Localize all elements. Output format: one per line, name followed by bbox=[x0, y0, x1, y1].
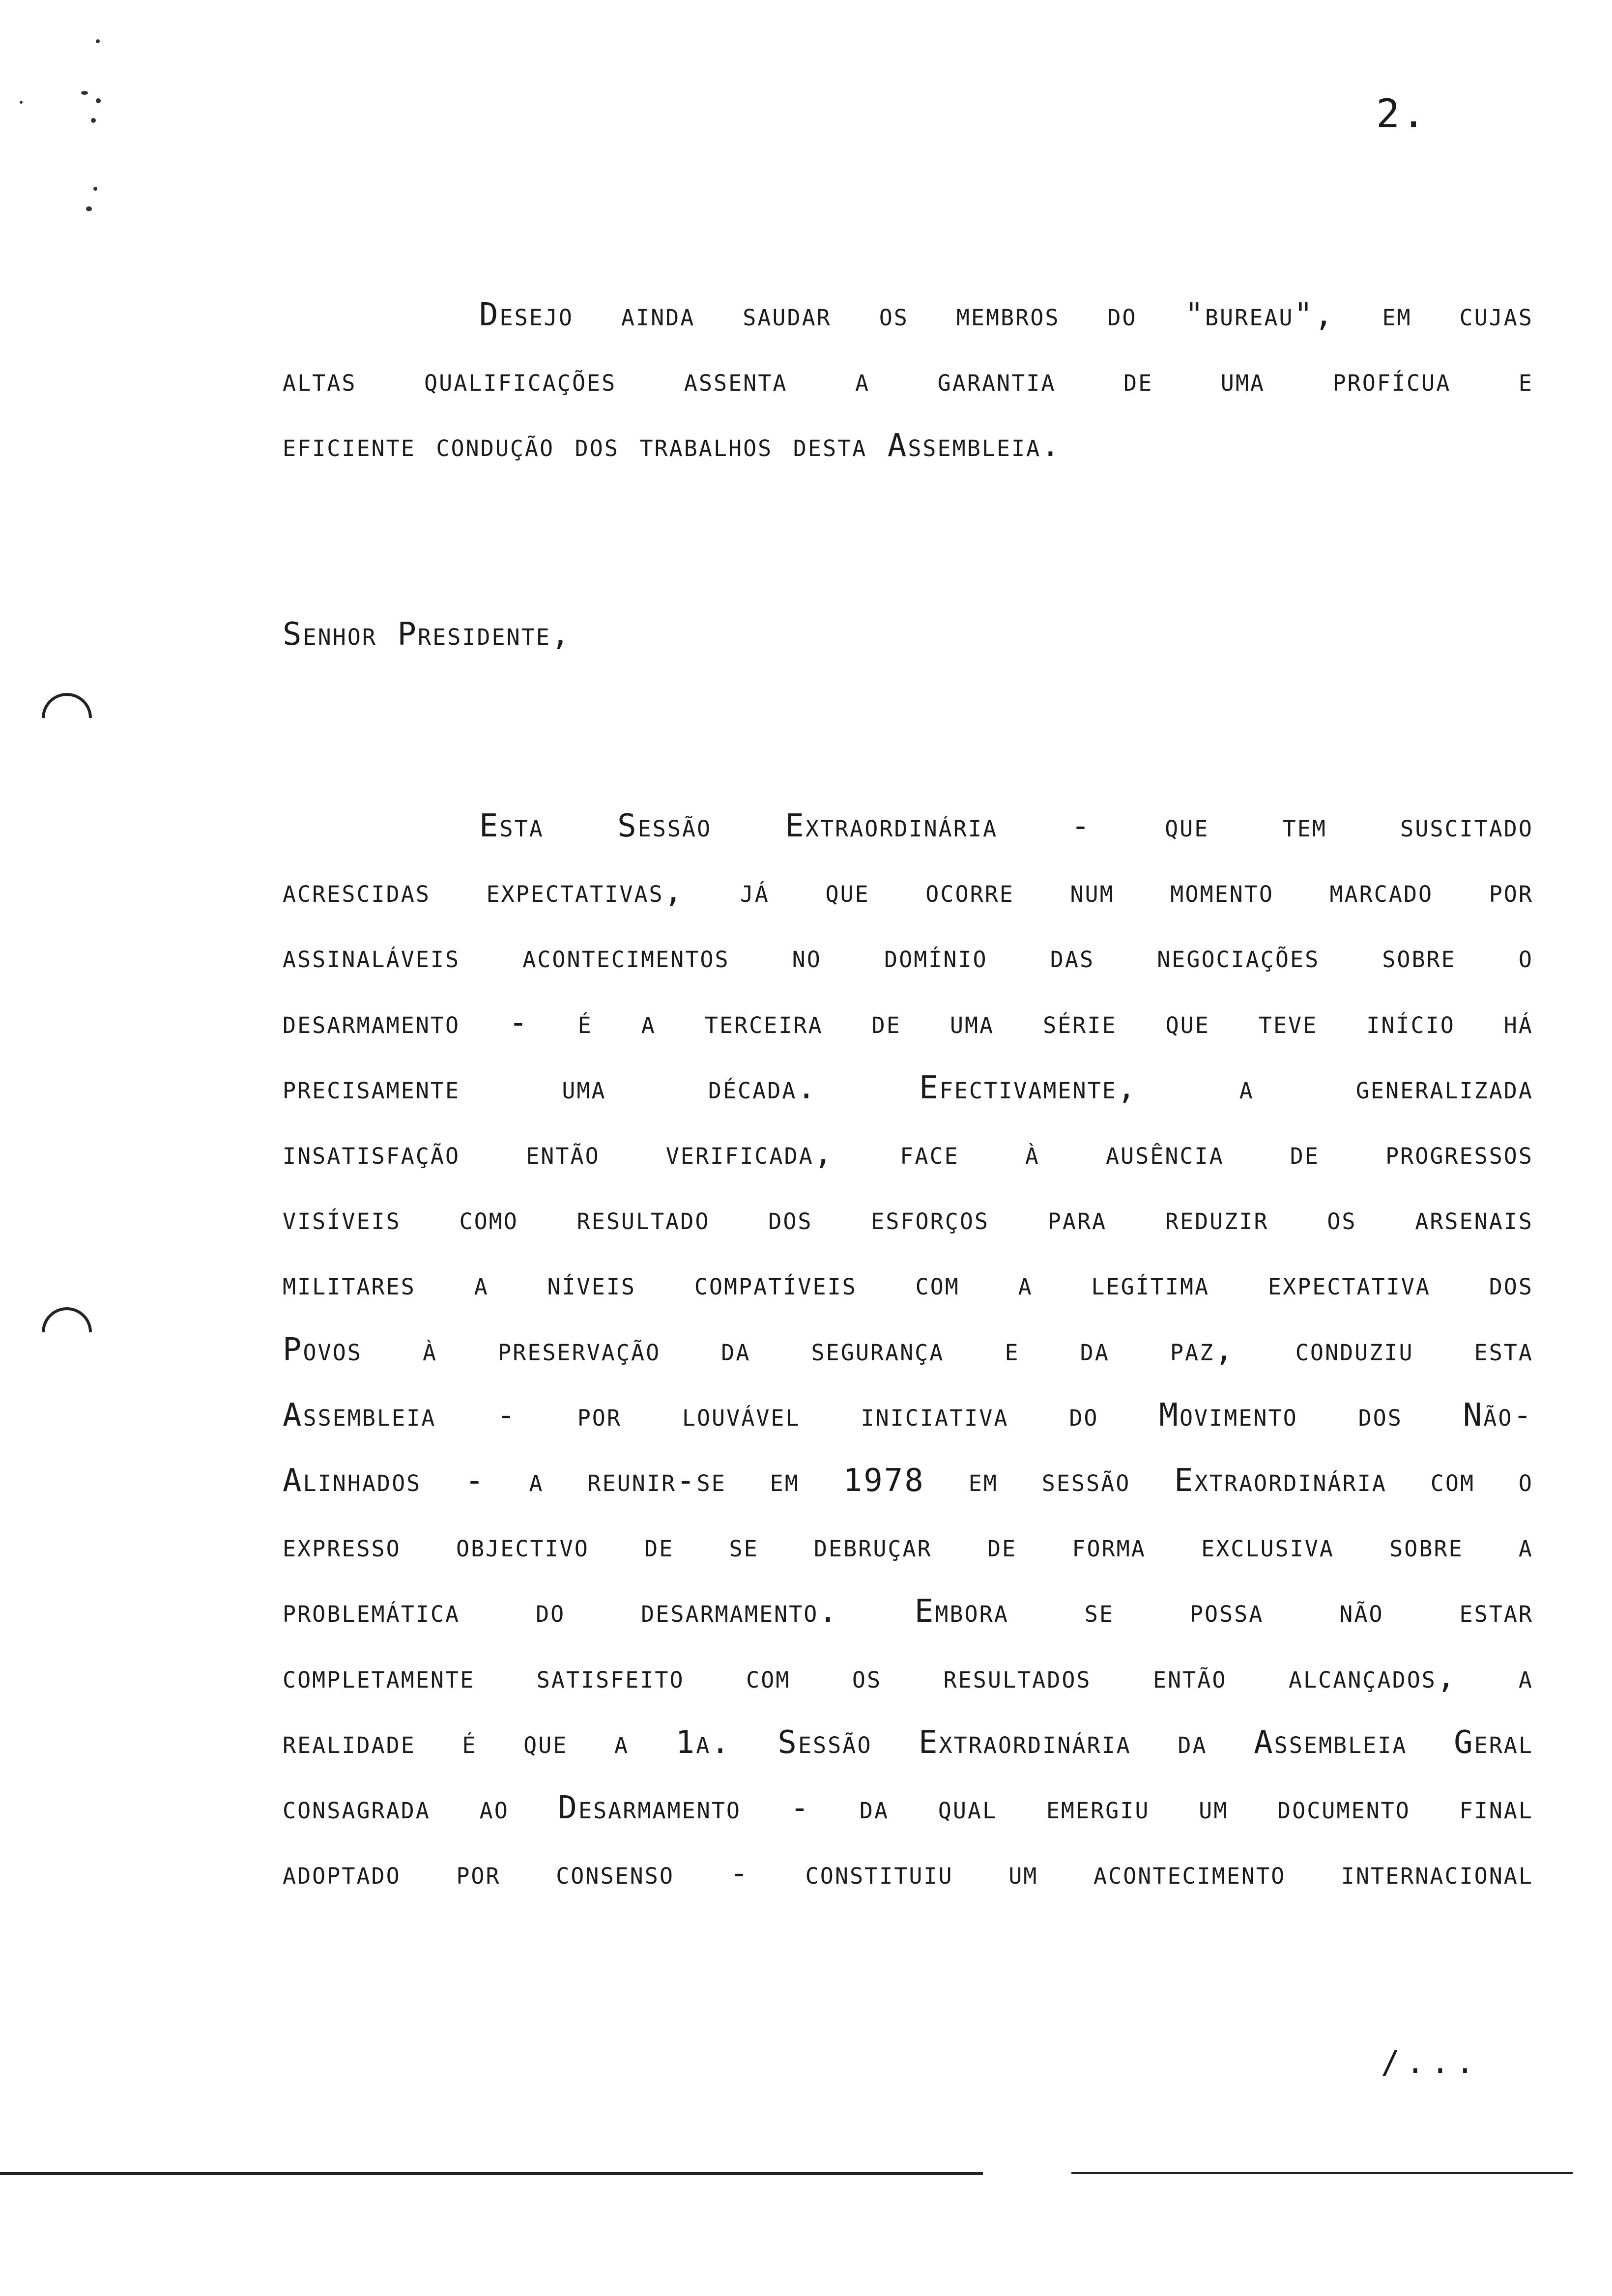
text-line: realidade é que a 1a. Sessão Extraordinária da Assembleia Geral bbox=[283, 1724, 1533, 1761]
text-line: Alinhados - a reunir-se em 1978 em sessão Extraordinária com o bbox=[283, 1463, 1533, 1499]
text-line: problemática do desarmamento. Embora se possa não estar bbox=[283, 1593, 1533, 1630]
text-line: consagrada ao Desarmamento - da qual emergiu um documento final bbox=[283, 1790, 1533, 1827]
text-line: altas qualificações assenta a garantia de uma profícua e bbox=[283, 362, 1533, 399]
paragraph-bureau-greeting bbox=[283, 283, 1533, 479]
salutation bbox=[283, 602, 1533, 667]
bottom-rule bbox=[0, 2172, 983, 2175]
text-line: assinaláveis acontecimentos no domínio das negociações sobre o bbox=[283, 939, 1533, 976]
text-line: Esta Sessão Extraordinária - que tem suscitado bbox=[479, 808, 1533, 844]
scan-speck bbox=[96, 39, 100, 43]
text-line: Assembleia - por louvável iniciativa do Movimento dos Não- bbox=[283, 1397, 1533, 1434]
punch-hole-mark bbox=[31, 683, 102, 753]
text-line: militares a níveis compatíveis com a legítima expectativa dos bbox=[283, 1266, 1533, 1303]
text-line: acrescidas expectativas, já que ocorre num momento marcado por bbox=[283, 873, 1533, 910]
text-line: Senhor Presidente, bbox=[283, 616, 572, 653]
page-number: 2. bbox=[1376, 91, 1428, 137]
text-line: precisamente uma década. Efectivamente, a generalizada bbox=[283, 1069, 1533, 1106]
continuation-mark: /... bbox=[1381, 2044, 1481, 2081]
text-line: visíveis como resultado dos esforços para reduzir os arsenais bbox=[283, 1201, 1533, 1237]
scan-speck bbox=[86, 206, 92, 211]
scan-speck bbox=[93, 187, 97, 191]
text-line: desarmamento - é a terceira de uma série que teve início há bbox=[283, 1004, 1533, 1041]
text-line: eficiente condução dos trabalhos desta Assembleia. bbox=[283, 428, 1062, 464]
text-line: expresso objectivo de se debruçar de forma exclusiva sobre a bbox=[283, 1528, 1533, 1565]
text-line: Povos à preservação da segurança e da paz, conduziu esta bbox=[283, 1331, 1533, 1368]
scan-speck bbox=[81, 91, 88, 95]
bottom-rule bbox=[1071, 2172, 1573, 2174]
scan-speck bbox=[20, 101, 23, 104]
punch-hole-mark bbox=[31, 1297, 102, 1368]
paragraph-extraordinary-session bbox=[283, 794, 1533, 1906]
scan-speck bbox=[91, 118, 96, 123]
text-line: Desejo ainda saudar os membros do "bureau", em cujas bbox=[479, 297, 1533, 333]
text-line: adoptado por consenso - constituiu um acontecimento internacional bbox=[283, 1855, 1533, 1892]
text-line: insatisfação então verificada, face à ausência de progressos bbox=[283, 1135, 1533, 1172]
text-line: completamente satisfeito com os resultados então alcançados, a bbox=[283, 1659, 1533, 1695]
scan-speck bbox=[96, 98, 101, 103]
